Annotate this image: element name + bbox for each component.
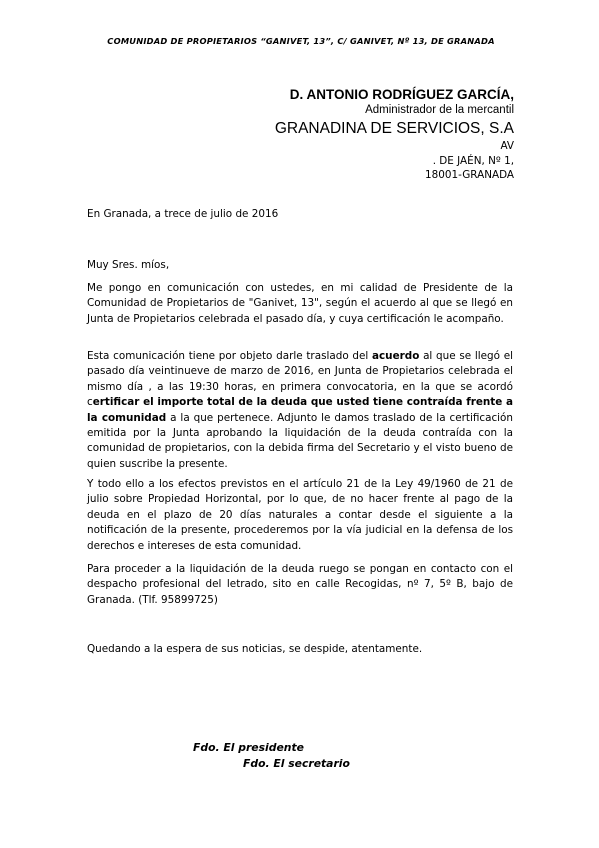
recipient-block (154, 86, 514, 183)
agreement-bold-2: ertificar el importe total de la deuda que usted tiene contraída frente a la comunidad (87, 396, 513, 424)
signature-secretary: Fdo. El secretario (243, 757, 350, 770)
paragraph-contact: Para proceder a la liquidación de la deuda ruego se pongan en contacto con el despacho profesional del letrado, sito en calle Recogidas, nº 7, 5º B, bajo de Granada. (Tlf. 95899725) (87, 563, 513, 606)
agreement-text-2: al que se llegó el pasado día veintinueve de marzo de 2016, en Junta de Propietarios celebrada el mismo día , a las 19:30 horas, en primera convocatoria, en la que se acordó c (87, 350, 513, 409)
recipient-address-line3: 18001-GRANADA (425, 169, 514, 181)
paragraph-legal: Y todo ello a los efectos previstos en el artículo 21 de la Ley 49/1960 de 21 de julio sobre Propiedad Horizontal, por lo que, de no hacer frente al pago de la deuda en el plazo de 20 días naturales a contar desde el siguiente a la notificación de la presente, procederemos por la vía judicial en la defensa de los derechos e intereses de esta comunidad. (87, 478, 513, 552)
recipient-address-line1: AV (500, 140, 514, 152)
recipient-name: D. ANTONIO RODRÍGUEZ GARCÍA, (289, 87, 514, 102)
recipient-company: GRANADINA DE SERVICIOS, S.A (274, 120, 514, 137)
agreement-text-3: a la que pertenece. Adjunto le damos traslado de la certificación emitida por la Junta aprobando la liquidación de la deuda contraída con la comunidad de propietarios, con la debida firma del Secretario y el visto bueno de quien suscribe la presente. (87, 411, 514, 470)
greeting: Muy Sres. míos, (87, 259, 170, 271)
agreement-text-1: Esta comunicación tiene por objeto darle traslado del (87, 350, 373, 362)
community-header: COMUNIDAD DE PROPIETARIOS “GANIVET, 13”, C/ GANIVET, Nº 13, DE GRANADA (107, 36, 495, 46)
closing-line: Quedando a la espera de sus noticias, se despide, atentamente. (87, 643, 423, 655)
signature-president: Fdo. El presidente (193, 741, 304, 754)
paragraph-intro: Me pongo en comunicación con ustedes, en mi calidad de Presidente de la Comunidad de Propietarios de "Ganivet, 13", según el acuerdo al que se llegó en Junta de Propietarios celebrada el pasado día, y cuya certificación le acompaño. (87, 282, 513, 325)
recipient-address-line2: . DE JAÉN, Nº 1, (432, 154, 514, 167)
agreement-bold-1: acuerdo (372, 350, 420, 362)
recipient-role: Administrador de la mercantil (365, 104, 514, 116)
paragraph-agreement (87, 349, 513, 472)
date-line: En Granada, a trece de julio de 2016 (87, 208, 279, 220)
